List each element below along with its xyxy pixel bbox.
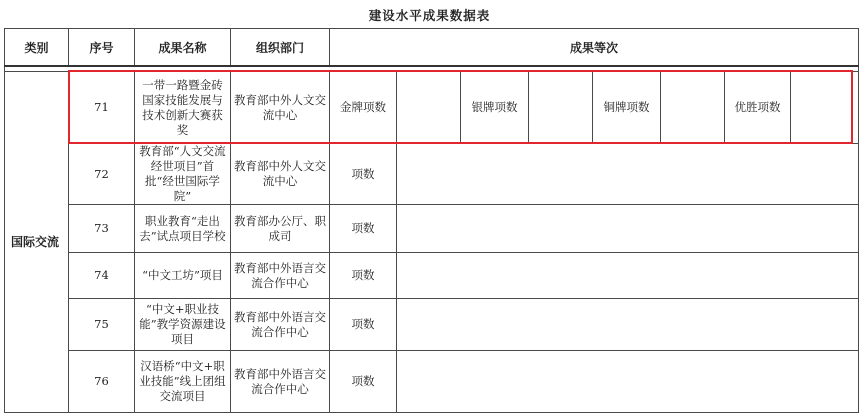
seq-cell: 74 bbox=[69, 253, 135, 299]
name-cell: 汉语桥“中文+职业技能”线上团组交流项目 bbox=[135, 351, 231, 413]
org-cell: 教育部中外语言交流合作中心 bbox=[231, 253, 330, 299]
seq-cell: 76 bbox=[69, 351, 135, 413]
name-cell: “中文工坊”项目 bbox=[135, 253, 231, 299]
table-title: 建设水平成果数据表 bbox=[368, 8, 491, 23]
excellence-count-value bbox=[791, 72, 859, 144]
org-cell: 教育部办公厅、职成司 bbox=[231, 205, 330, 253]
gold-count-label: 金牌项数 bbox=[330, 72, 397, 144]
count-value bbox=[397, 253, 859, 299]
count-label: 项数 bbox=[330, 205, 397, 253]
excellence-count-label: 优胜项数 bbox=[725, 72, 791, 144]
seq-cell: 71 bbox=[69, 72, 135, 144]
achievement-data-table bbox=[4, 28, 859, 413]
header-name: 成果名称 bbox=[135, 29, 231, 67]
table-row bbox=[5, 351, 859, 413]
seq-cell: 72 bbox=[69, 144, 135, 205]
count-label: 项数 bbox=[330, 351, 397, 413]
category-cell: 国际交流 bbox=[5, 72, 69, 413]
count-value bbox=[397, 299, 859, 351]
org-cell: 教育部中外语言交流合作中心 bbox=[231, 299, 330, 351]
table-row bbox=[5, 299, 859, 351]
count-label: 项数 bbox=[330, 299, 397, 351]
count-value bbox=[397, 144, 859, 205]
header-seq: 序号 bbox=[69, 29, 135, 67]
name-cell: “中文+职业技能”教学资源建设项目 bbox=[135, 299, 231, 351]
table-row bbox=[5, 144, 859, 205]
silver-count-value bbox=[529, 72, 593, 144]
table-row bbox=[5, 253, 859, 299]
count-value bbox=[397, 205, 859, 253]
silver-count-label: 银牌项数 bbox=[461, 72, 529, 144]
name-cell: 职业教育“走出去”试点项目学校 bbox=[135, 205, 231, 253]
seq-cell: 73 bbox=[69, 205, 135, 253]
org-cell: 教育部中外人文交流中心 bbox=[231, 72, 330, 144]
table-row bbox=[5, 205, 859, 253]
count-label: 项数 bbox=[330, 144, 397, 205]
count-value bbox=[397, 351, 859, 413]
name-cell: 教育部“人文交流经世项目”首批“经世国际学院” bbox=[135, 144, 231, 205]
header-category: 类别 bbox=[5, 29, 69, 67]
bronze-count-value bbox=[661, 72, 725, 144]
table-header-row bbox=[5, 29, 859, 67]
gold-count-value bbox=[397, 72, 461, 144]
header-org: 组织部门 bbox=[231, 29, 330, 67]
count-label: 项数 bbox=[330, 253, 397, 299]
table-row bbox=[5, 72, 859, 144]
header-level: 成果等次 bbox=[330, 29, 859, 67]
org-cell: 教育部中外语言交流合作中心 bbox=[231, 351, 330, 413]
name-cell: 一带一路暨金砖国家技能发展与技术创新大赛获奖 bbox=[135, 72, 231, 144]
seq-cell: 75 bbox=[69, 299, 135, 351]
bronze-count-label: 铜牌项数 bbox=[593, 72, 661, 144]
org-cell: 教育部中外人文交流中心 bbox=[231, 144, 330, 205]
